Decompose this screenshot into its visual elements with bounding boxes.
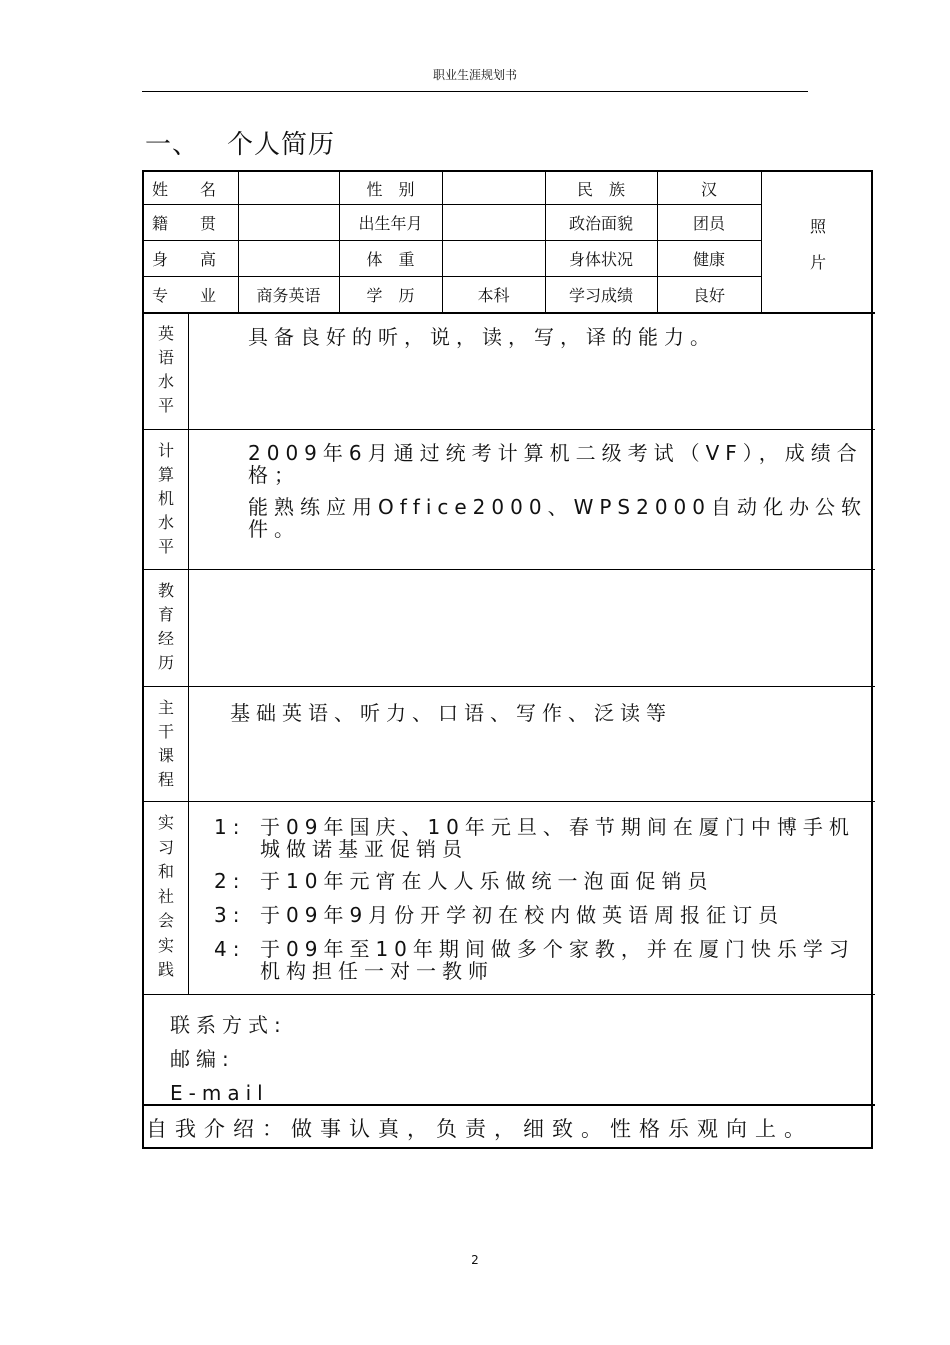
english-label-char: 语 [157,348,174,367]
english-label-char: 平 [157,396,174,415]
english-content [248,326,868,348]
practice-item [214,816,870,860]
computer-label [144,429,188,569]
label-native-place: 籍 贯 [152,213,217,233]
practice-item-text: 于09年国庆、10年元旦、春节期间在厦门中博手机城做诺基亚促销员 [260,815,855,861]
grid-line [761,172,762,312]
grid-line [144,312,875,314]
label-height: 身 高 [152,249,217,269]
grid-line [144,801,875,802]
value-ethnicity: 汉 [700,179,717,199]
practice-item-number: 1: [214,815,246,839]
courses-label-char: 课 [157,746,174,765]
label-health: 身体状况 [568,249,633,269]
section-title [145,124,335,161]
page-header: 职业生涯规划书 [432,68,517,82]
value-major: 商务英语 [256,285,321,305]
grid-line [144,569,875,570]
value-political: 团员 [692,213,725,233]
courses-label-char: 程 [157,770,174,789]
value-height [238,240,339,276]
education-label-char: 育 [157,605,174,624]
practice-label-char: 社 [157,886,174,906]
self-intro [146,1118,872,1140]
courses-content [230,702,870,724]
grid-line [144,686,875,687]
computer-line: 能熟练应用Office2000、WPS2000自动化办公软件。 [248,495,868,541]
value-birth [442,204,545,240]
courses-label-char: 主 [157,698,174,717]
label-gender: 性 别 [366,179,415,199]
practice-label-char: 践 [157,960,174,979]
practice-label-char: 实 [157,935,174,955]
practice-item-number: 3: [214,903,246,927]
contact-email: E-mail [170,1081,269,1105]
page-number: 2 [471,1253,479,1267]
photo-char-2: 片 [809,252,826,272]
section-heading: 个人简历 [227,130,336,160]
computer-label-char: 机 [157,489,174,508]
practice-item-number: 4: [214,937,246,961]
contact-postcode: 邮编: [170,1047,235,1071]
practice-content [214,816,870,982]
practice-item [214,904,870,926]
practice-item-text: 于09年9月份开学初在校内做英语周报征订员 [260,903,785,927]
english-label-char: 英 [157,324,174,343]
label-major: 专 业 [152,285,217,305]
value-name [238,172,339,204]
courses-label-char: 干 [157,722,174,741]
computer-label-char: 水 [157,513,174,532]
self-intro-text: 自我介绍：做事认真，负责，细致。性格乐观向上。 [146,1117,813,1141]
practice-item [214,938,870,982]
header-rule [142,91,808,92]
practice-item [214,870,870,892]
practice-label-char: 和 [157,862,174,881]
computer-label-char: 平 [157,537,174,556]
value-grades: 良好 [692,285,725,305]
practice-item-number: 2: [214,869,246,893]
label-birth: 出生年月 [358,213,423,233]
label-grades: 学习成绩 [568,285,633,305]
practice-item-text: 于09年至10年期间做多个家教，并在厦门快乐学习机构担任一对一教师 [260,937,855,983]
label-weight: 体 重 [366,249,415,269]
label-name: 姓 名 [152,179,217,199]
grid-line [144,994,875,995]
value-degree: 本科 [477,285,510,305]
computer-content [248,442,868,540]
practice-label-char: 会 [157,911,174,930]
contact-title: 联系方式: [170,1013,287,1037]
value-native-place [238,204,339,240]
education-label-char: 经 [157,629,174,648]
english-label [144,312,188,429]
education-label [144,569,188,686]
contact-block [170,1008,850,1110]
practice-item-text: 于10年元宵在人人乐做统一泡面促销员 [260,869,714,893]
grid-line [144,429,875,430]
grid-line [188,312,189,994]
courses-line: 基础英语、听力、口语、写作、泛读等 [230,701,672,725]
practice-label [144,801,188,994]
label-political: 政治面貌 [568,213,633,233]
label-ethnicity: 民 族 [576,179,625,199]
education-label-char: 历 [157,653,174,672]
resume-table [142,170,873,1149]
education-label-char: 教 [157,581,174,600]
section-number: 一、 [145,130,200,160]
computer-label-char: 算 [157,465,174,484]
practice-label-char: 实 [157,813,174,832]
english-label-char: 水 [157,372,174,391]
value-health: 健康 [692,249,725,269]
computer-line: 2009年6月通过统考计算机二级考试（VF），成绩合格； [248,441,863,487]
value-weight [442,240,545,276]
practice-label-char: 习 [157,837,174,857]
label-degree: 学 历 [366,285,415,305]
english-line: 具备良好的听，说，读，写，译的能力。 [248,325,716,349]
value-gender [442,172,545,204]
photo-char-1: 照 [809,216,826,236]
courses-label [144,686,188,801]
computer-label-char: 计 [157,441,174,460]
